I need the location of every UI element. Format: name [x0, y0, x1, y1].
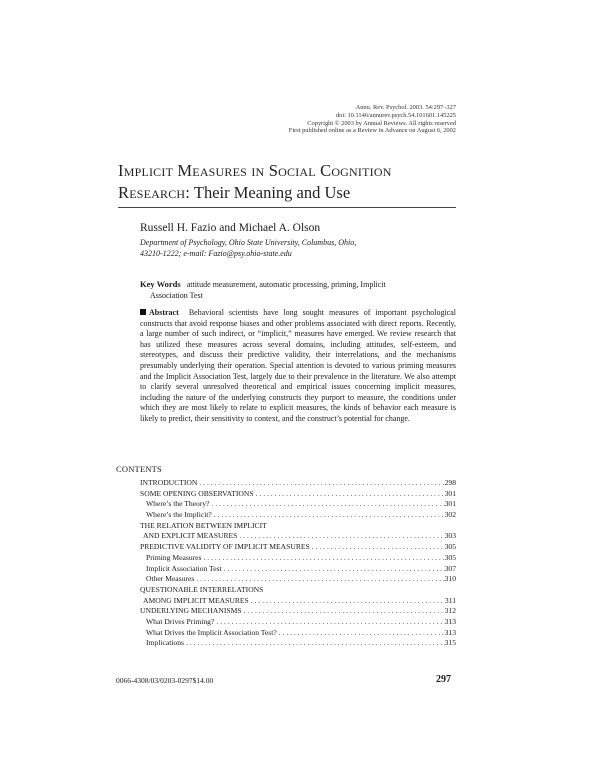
header-copyright: Copyright © 2003 by Annual Reviews. All rights reserved	[307, 119, 456, 127]
toc-entry-page: 311	[444, 595, 456, 605]
toc-entry-page: 310	[444, 574, 456, 584]
journal-header	[289, 104, 456, 135]
toc-entry-page: 307	[444, 563, 456, 573]
toc-leader-dots	[310, 542, 445, 553]
toc-leader-dots	[254, 489, 445, 500]
toc-entry	[140, 638, 456, 649]
toc-entry-label: AND EXPLICIT MEASURES	[143, 531, 238, 541]
affiliation	[140, 238, 440, 259]
toc-entry	[140, 489, 456, 500]
authors: Russell H. Fazio and Michael A. Olson	[140, 222, 321, 234]
title-subtitle: Their Meaning and Use	[190, 183, 351, 202]
toc-leader-dots	[277, 628, 445, 639]
keywords-label: Key Words	[140, 279, 181, 289]
toc-entry-label: Implications	[146, 638, 184, 648]
toc-entry-label: AMONG IMPLICIT MEASURES	[143, 595, 249, 605]
toc-entry	[140, 542, 456, 553]
abstract-square-icon	[140, 309, 146, 315]
header-doi: doi: 10.1146/annurev.psych.54.101601.145225	[335, 111, 456, 119]
article-title	[118, 160, 478, 204]
toc-entry	[140, 510, 456, 521]
toc-entry-page: 298	[444, 478, 456, 487]
toc-entry-page: 305	[444, 542, 456, 552]
toc-entry	[140, 606, 456, 617]
keywords-line-2: Association Test	[150, 290, 203, 300]
toc-entry	[140, 564, 456, 575]
toc-entry-label: THE RELATION BETWEEN IMPLICIT	[140, 520, 267, 530]
toc-entry-page: 315	[444, 638, 456, 648]
abstract	[140, 308, 456, 425]
toc-leader-dots	[249, 596, 445, 607]
title-line-2	[118, 182, 478, 204]
toc-entry	[140, 585, 456, 596]
toc-entry	[140, 553, 456, 564]
toc-leader-dots	[210, 499, 445, 510]
toc-entry-page: 312	[444, 606, 456, 616]
title-research-word: Research:	[118, 183, 191, 202]
toc-entry-page: 303	[444, 531, 456, 541]
keywords	[140, 279, 440, 301]
toc-entry-label: PREDICTIVE VALIDITY OF IMPLICIT MEASURES	[140, 542, 310, 552]
toc-entry-page: 301	[444, 499, 456, 509]
toc-entry-label: What Drives the Implicit Association Test?	[146, 627, 277, 637]
toc-entry-label: UNDERLYING MECHANISMS	[140, 606, 242, 616]
toc-leader-dots	[197, 478, 444, 489]
title-rule	[118, 207, 456, 208]
abstract-label: Abstract	[149, 308, 179, 317]
toc-leader-dots	[212, 510, 445, 521]
toc-leader-dots	[242, 606, 445, 617]
toc-leader-dots	[201, 553, 444, 564]
header-citation: Annu. Rev. Psychol. 2003. 54:297–327	[355, 104, 456, 111]
toc-leader-dots	[237, 531, 444, 542]
toc-entry-page: 305	[444, 552, 456, 562]
toc-entry	[140, 574, 456, 585]
footer-code: 0066-4308/03/0203-0297$14.00	[116, 676, 214, 685]
affiliation-line-2: 43210-1222; e-mail: Fazio@psy.ohio-state.edu	[140, 248, 292, 258]
page-number: 297	[436, 674, 451, 685]
toc-entry	[140, 628, 456, 639]
toc-leader-dots	[184, 638, 445, 649]
header-published: First published online as a Review in Advance on August 6, 2002	[288, 127, 456, 135]
toc-entry	[140, 617, 456, 628]
toc-leader-dots	[214, 617, 444, 628]
toc-entry	[140, 521, 456, 532]
toc-entry-page: 301	[444, 488, 456, 498]
toc-entry-label: QUESTIONABLE INTERRELATIONS	[140, 584, 264, 594]
keywords-line-1: attitude measurement, automatic processing, priming, Implicit	[186, 280, 386, 289]
table-of-contents	[140, 478, 456, 649]
toc-entry-label: Where’s the Implicit?	[146, 510, 212, 520]
toc-entry-label: What Drives Priming?	[146, 616, 215, 626]
toc-entry-page: 302	[444, 510, 456, 520]
toc-entry-page: 313	[444, 627, 456, 637]
toc-entry	[140, 596, 456, 607]
title-line-1: Implicit Measures in Social Cognition	[118, 161, 392, 180]
toc-leader-dots	[222, 564, 445, 575]
contents-heading: CONTENTS	[116, 464, 162, 474]
toc-leader-dots	[194, 574, 444, 585]
toc-entry-label: SOME OPENING OBSERVATIONS	[140, 488, 254, 498]
toc-entry	[140, 478, 456, 489]
toc-entry-page: 313	[444, 616, 456, 626]
toc-entry-label: Implicit Association Test	[146, 563, 222, 573]
toc-entry-label: INTRODUCTION	[140, 478, 198, 487]
toc-entry-label: Priming Measures	[146, 552, 202, 562]
toc-entry	[140, 531, 456, 542]
abstract-text: Behavioral scientists have long sought measures of important psychological constructs that avoid response biases and other problems associated with direct reports. Recently, a large number of such indirect, or “implicit,” measures have emerged. We review research that has utilized these measures across several domains, including attitudes, self-esteem, and stereotypes, and discuss their predictive validity, their interrelations, and the mechanisms presumably underlying their operation. Special attention is devoted to various priming measures and the Implicit Association Test, largely due to their prevalence in the literature. We also attempt to clarify several unresolved theoretical and empirical issues concerning implicit measures, including the nature of the underlying constructs they purport to measure, the conditions under which they are most likely to relate to explicit measures, the kinds of behavior each measure is likely to predict, their sensitivity to context, and the construct’s potential for change.	[140, 308, 456, 423]
affiliation-line-1: Department of Psychology, Ohio State University, Columbus, Ohio,	[140, 238, 357, 247]
toc-entry-label: Other Measures	[146, 574, 195, 584]
toc-entry	[140, 499, 456, 510]
toc-entry-label: Where’s the Theory?	[146, 499, 210, 509]
